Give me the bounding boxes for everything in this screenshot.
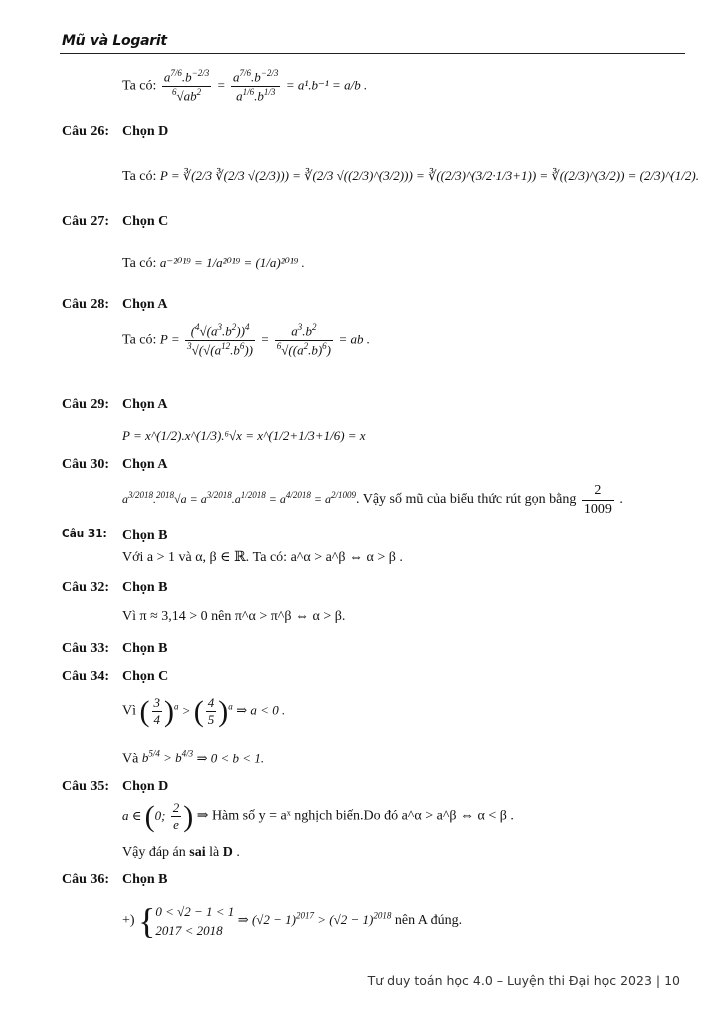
q27-formula-line — [122, 255, 305, 272]
question-label: Câu 34: — [62, 669, 110, 684]
q30-value-numerator: 2 — [582, 482, 614, 501]
question-label: Câu 28: — [62, 297, 110, 312]
q34-line-1-label: Vì — [122, 703, 136, 719]
question-label: Câu 33: — [62, 641, 110, 656]
question-label: Câu 30: — [62, 457, 110, 472]
intro-fraction-1: $\frac{a^{7/6}.b^{-2/3}}{^6√ab^2}$ — [163, 68, 210, 103]
q36-system — [155, 902, 234, 941]
q35-line-2-pre: Vậy đáp án — [122, 845, 190, 860]
q30-formula-line: $a^{3/2018}.^{2018}√a = a^{3/2018}.a^{1/2018} = a^{4/2018} = a^{2/1009}$. Vậy số mũ của biểu thức rút gọn bằng $\frac{2}{1009}$ . — [122, 483, 623, 517]
question-label: Câu 27: — [62, 214, 110, 229]
q35-line-2-mid: là — [205, 845, 223, 860]
question-label: Câu 26: — [62, 124, 110, 139]
answer-choice: Chọn C — [122, 669, 169, 684]
intro-fraction-2: $\frac{a^{7/6}.b^{-2/3}}{a^{1/6}.b^{1/3}}$ — [233, 68, 279, 103]
q34-line-1: Vì ( $\frac{3}{4}$ )$^a$ > ( $\frac{4}{5}$ )$^a$ ⇒ a < 0 . — [122, 694, 286, 728]
page-footer: Tư duy toán học 4.0 – Luyện thi Đại học 2023 | 10 — [367, 973, 680, 988]
q31-text: Với a > 1 và α, β ∈ ℝ. Ta có: a^α > a^β ⇔ α > β . — [122, 550, 403, 565]
q32-text: Vì π ≈ 3,14 > 0 nên π^α > π^β ⇔ α > β. — [122, 609, 346, 624]
answer-choice: Chọn D — [122, 779, 169, 794]
question-label: Câu 35: — [62, 779, 110, 794]
page-header-title: Mũ và Logarit — [62, 33, 167, 49]
intro-line: Ta có: $\frac{a^{7/6}.b^{-2/3}}{^6√ab^2}$ = $\frac{a^{7/6}.b^{-2/3}}{a^{1/6}.b^{1/3}}$ = a¹.b⁻¹ = a/b . — [122, 68, 368, 103]
q35-line-2-answer: D — [222, 845, 233, 860]
question-label: Câu 36: — [62, 872, 110, 887]
q34-line-2-label: Và — [122, 751, 139, 767]
q35-line-2 — [122, 845, 240, 861]
answer-choice: Chọn B — [122, 528, 168, 543]
q28-label: Ta có: — [122, 332, 157, 348]
q34-line-2: Và $b^{5/4} > b^{4/3}$ ⇒ 0 < b < 1. — [122, 749, 265, 767]
q29-formula: P = x^(1/2).x^(1/3).⁶√x = x^(1/2+1/3+1/6) = x — [122, 428, 366, 443]
q26-formula-line — [122, 168, 699, 185]
q28-fraction-2: $\frac{a^3.b^2}{^6√((a^2.b)^6)}$ — [276, 322, 332, 357]
q30-value-fraction — [582, 482, 614, 518]
q28-formula-line: Ta có: P = $\frac{(^4√(a^3.b^2))^4}{^3√(√(a^{12}.b^6))}$ = $\frac{a^3.b^2}{^6√((a^2.b)^6)}$ = ab . — [122, 322, 371, 357]
q26-formula: P = ∛(2/3 ∛(2/3 √(2/3))) = ∛(2/3 √((2/3)^(3/2))) = ∛((2/3)^(3/2·1/3+1)) = ∛((2/3)^(3/2)) = (2/3)^(1/2). — [159, 168, 699, 183]
answer-choice: Chọn B — [122, 580, 168, 595]
q35-line-2-end: . — [232, 845, 240, 860]
q34-line-2-conclusion: ⇒ 0 < b < 1. — [196, 750, 265, 766]
answer-choice: Chọn D — [122, 124, 169, 139]
intro-label: Ta có: — [122, 78, 157, 94]
q27-label: Ta có: — [122, 256, 157, 271]
q36-prefix: +) — [122, 913, 135, 929]
q35-line-1-text: ⇒ Hàm số y = aˣ nghịch biến.Do đó a^α > a^β ⇔ α < β . — [196, 808, 514, 824]
question-label: Câu 32: — [62, 580, 110, 595]
question-label: Câu 29: — [62, 397, 110, 412]
question-label: Câu 31: — [62, 528, 107, 540]
answer-choice: Chọn B — [122, 872, 168, 887]
q36-line: +) {0 < √2 − 1 < 1 2017 < 2018 ⇒ $(√2 - 1)^{2017} > (√2 - 1)^{2018}$ nên A đúng. — [122, 901, 463, 941]
answer-choice: Chọn A — [122, 397, 168, 412]
q36-system-row-1: 0 < √2 − 1 < 1 — [155, 903, 235, 919]
q30-text: . Vậy số mũ của biểu thức rút gọn bằng — [355, 492, 577, 508]
q34-line-1-conclusion: ⇒ a < 0 . — [236, 702, 286, 718]
q28-fraction-1: $\frac{(^4√(a^3.b^2))^4}{^3√(√(a^{12}.b^6))}$ — [187, 322, 253, 357]
q26-label: Ta có: — [122, 169, 157, 184]
answer-choice: Chọn A — [122, 297, 168, 312]
q35-line-1: a ∈ (0; $\frac{2}{e}$ ) ⇒ Hàm số y = aˣ nghịch biến.Do đó a^α > a^β ⇔ α < β . — [122, 799, 514, 833]
answer-choice: Chọn C — [122, 214, 169, 229]
answer-choice: Chọn A — [122, 457, 168, 472]
q27-formula: a⁻²⁰¹⁹ = 1/a²⁰¹⁹ = (1/a)²⁰¹⁹ . — [159, 255, 305, 270]
q35-line-2-bold: sai — [189, 845, 206, 860]
q30-value-denominator: 1009 — [583, 501, 612, 517]
header-divider — [60, 53, 685, 54]
q29-formula-line — [122, 428, 366, 445]
answer-choice: Chọn B — [122, 641, 168, 656]
intro-result: = a¹.b⁻¹ = a/b . — [285, 77, 368, 93]
q36-tail: nên A đúng. — [394, 913, 463, 929]
q36-system-row-2: 2017 < 2018 — [155, 923, 223, 938]
